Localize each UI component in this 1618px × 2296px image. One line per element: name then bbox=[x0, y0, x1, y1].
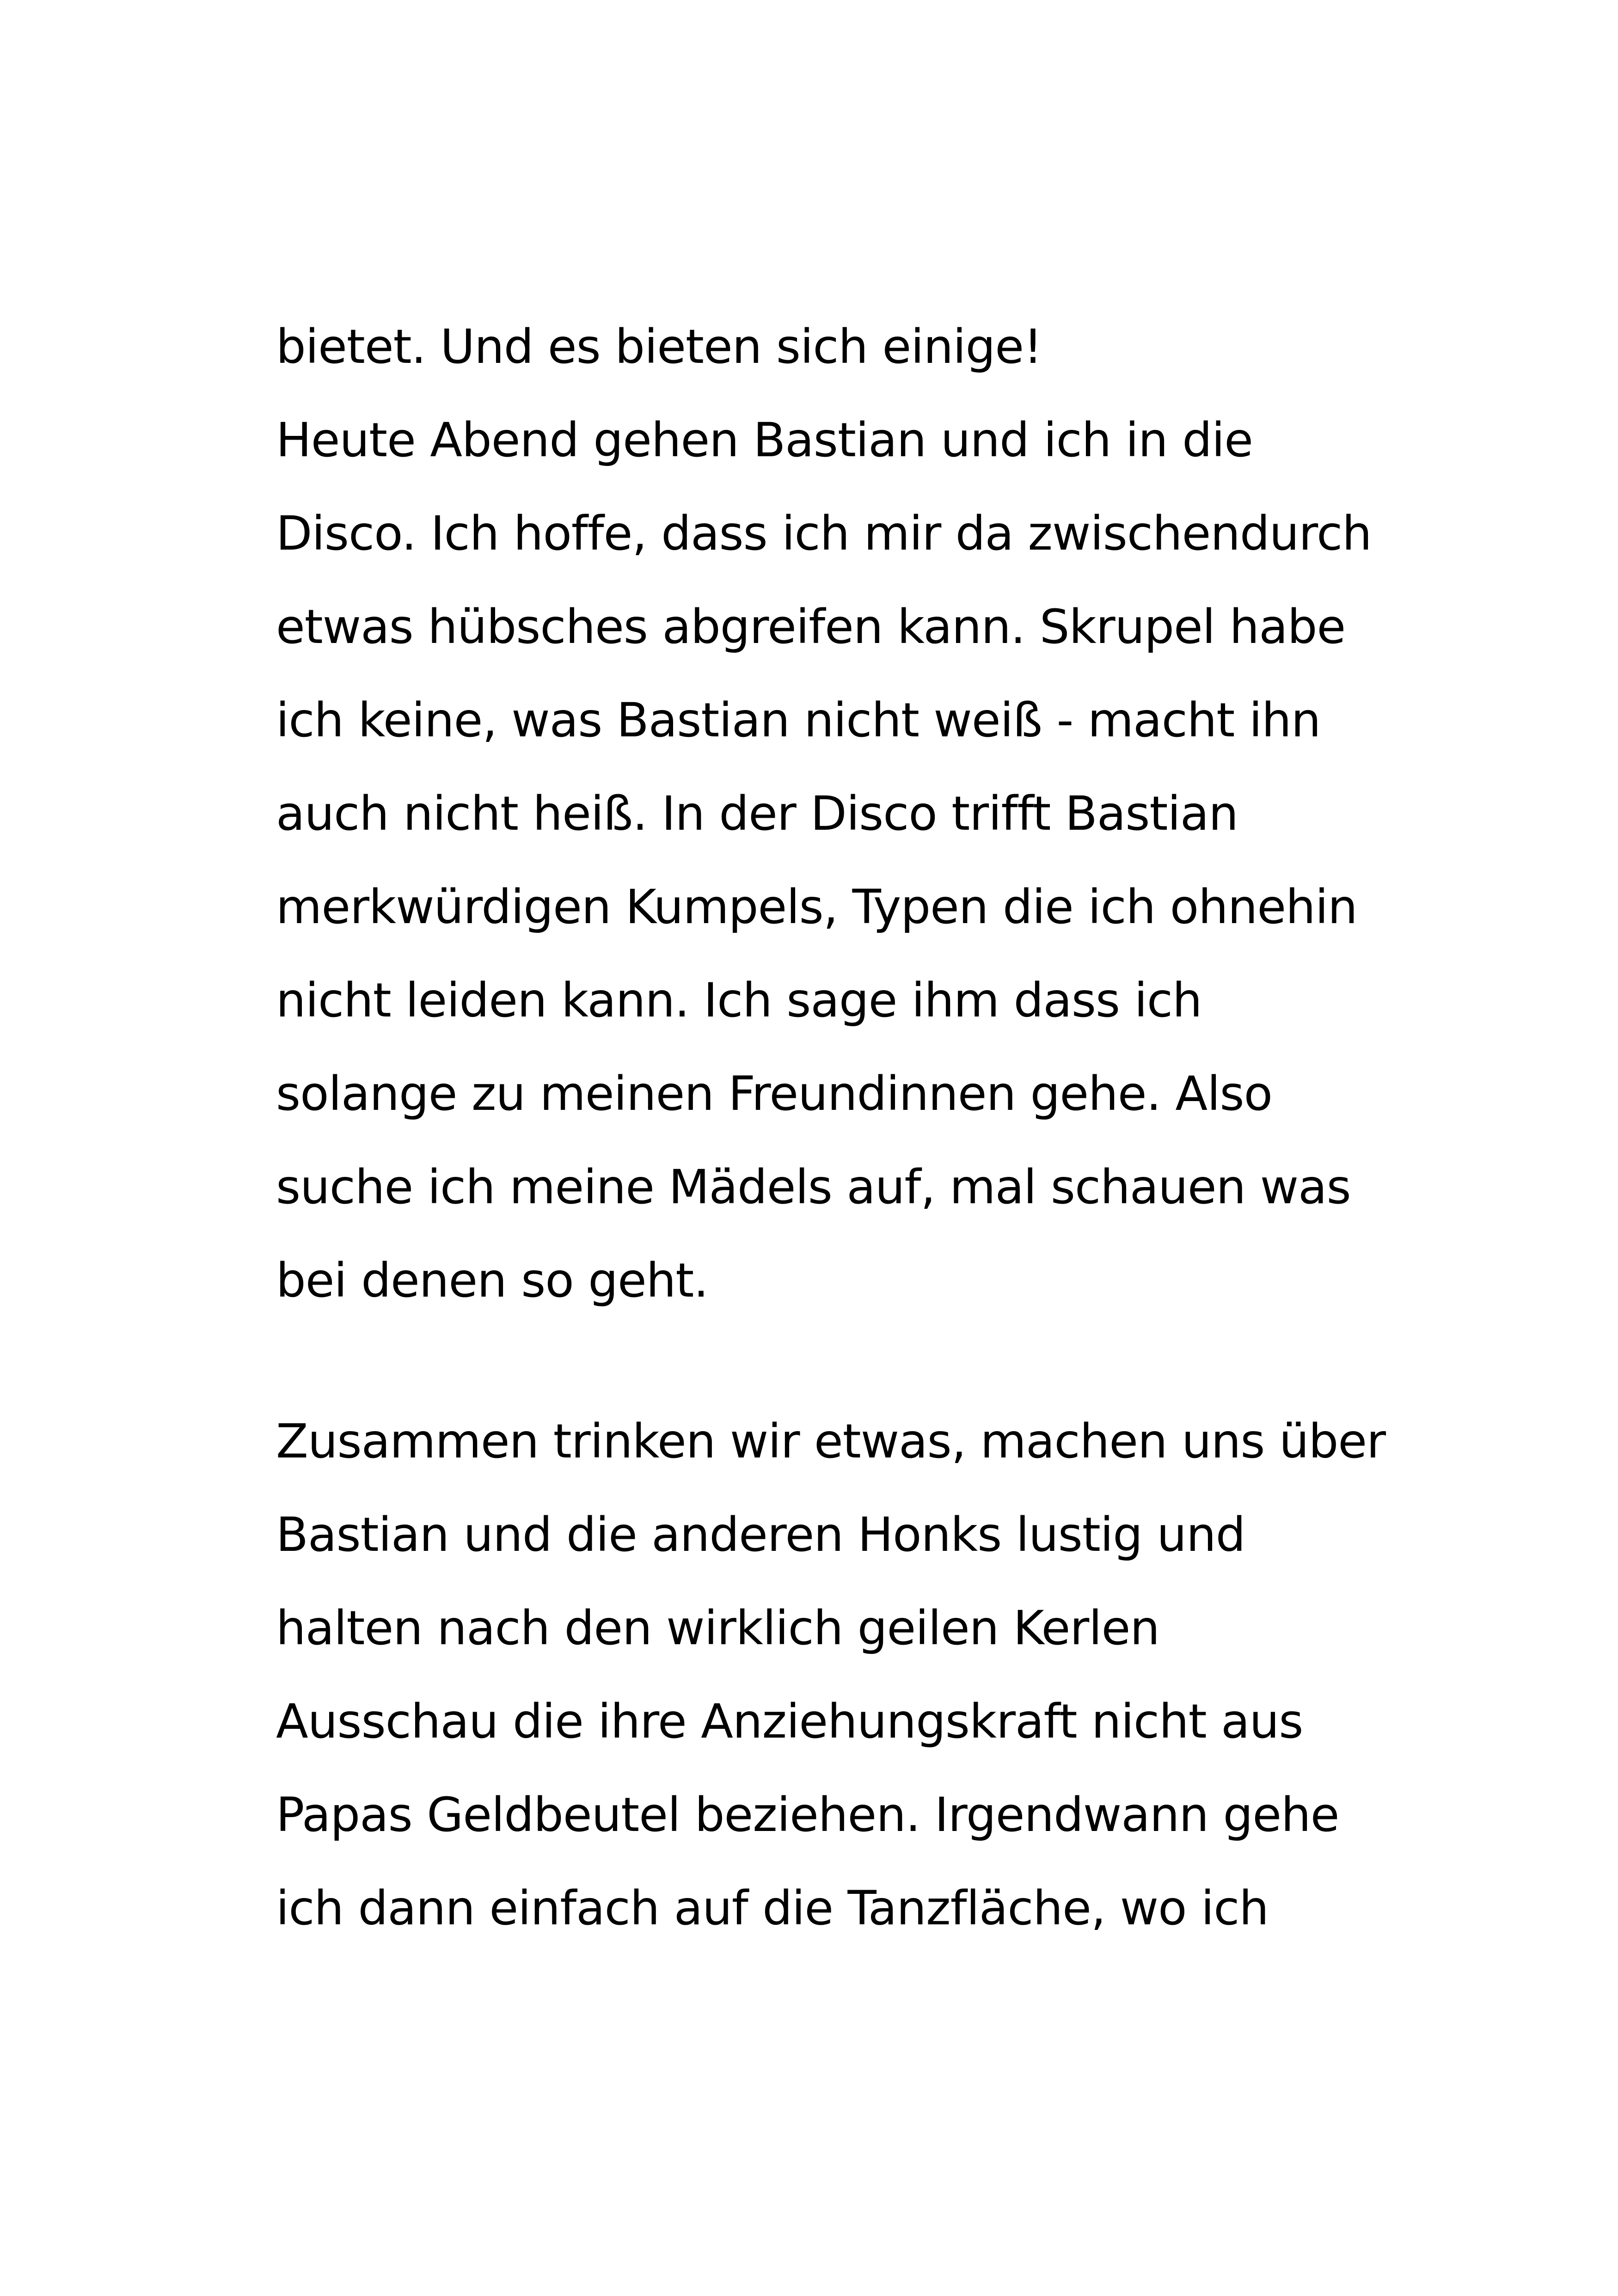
text-line: halten nach den wirklich geilen Kerlen bbox=[276, 1601, 1160, 1656]
text-line: Bastian und die anderen Honks lustig und bbox=[276, 1507, 1245, 1562]
text-line: ich keine, was Bastian nicht weiß - macht ihn bbox=[276, 693, 1321, 748]
text-line: Ausschau die ihre Anziehungskraft nicht aus bbox=[276, 1694, 1303, 1749]
body-text bbox=[276, 300, 1385, 1955]
text-line: nicht leiden kann. Ich sage ihm dass ich bbox=[276, 973, 1202, 1028]
text-line: Heute Abend gehen Bastian und ich in die bbox=[276, 413, 1253, 468]
text-line: Papas Geldbeutel beziehen. Irgendwann gehe bbox=[276, 1788, 1339, 1843]
paragraph-break bbox=[276, 1328, 1385, 1395]
text-line: solange zu meinen Freundinnen gehe. Also bbox=[276, 1066, 1273, 1121]
text-line: suche ich meine Mädels auf, mal schauen was bbox=[276, 1160, 1351, 1215]
text-line: bietet. Und es bieten sich einige! bbox=[276, 319, 1042, 374]
text-line: ich dann einfach auf die Tanzfläche, wo ich bbox=[276, 1881, 1269, 1936]
paragraph-1 bbox=[276, 300, 1385, 1328]
text-line: Zusammen trinken wir etwas, machen uns über bbox=[276, 1414, 1386, 1469]
text-line: auch nicht heiß. In der Disco trifft Bastian bbox=[276, 786, 1238, 841]
paragraph-2 bbox=[276, 1395, 1385, 1955]
text-line: Disco. Ich hoffe, dass ich mir da zwischendurch bbox=[276, 506, 1372, 561]
text-line: merkwürdigen Kumpels, Typen die ich ohnehin bbox=[276, 880, 1357, 935]
text-line: etwas hübsches abgreifen kann. Skrupel habe bbox=[276, 600, 1346, 655]
text-line: bei denen so geht. bbox=[276, 1253, 708, 1308]
